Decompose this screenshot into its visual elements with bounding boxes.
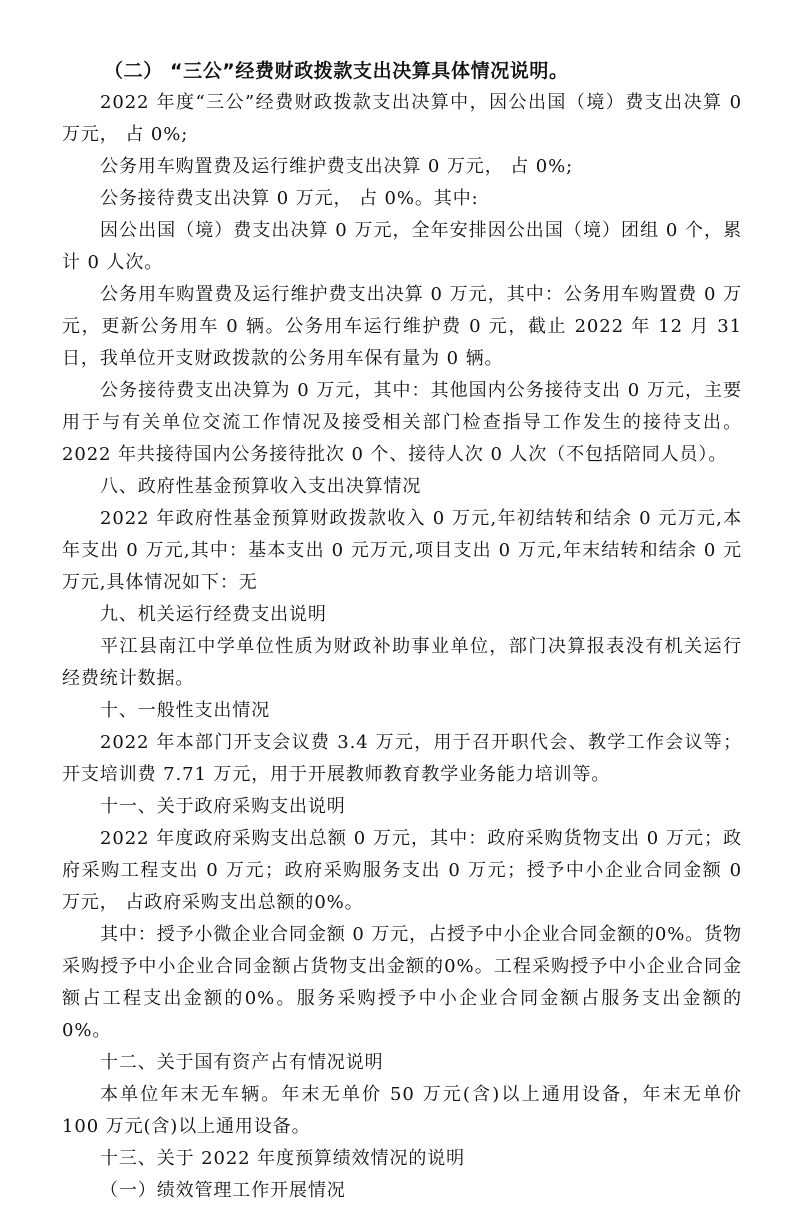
paragraph-overseas-travel: 因公出国（境）费支出决算 0 万元，全年安排因公出国（境）团组 0 个，累计 0 人次。	[62, 220, 742, 273]
section-8-heading: 八、政府性基金预算收入支出决算情况	[100, 476, 422, 497]
paragraph-vehicle-summary: 公务用车购置费及运行维护费支出决算 0 万元， 占 0%;	[100, 156, 574, 177]
document-body	[62, 55, 742, 1207]
section-heading: （二） “三公”经费财政拨款支出决算具体情况说明。	[104, 60, 569, 82]
paragraph-procurement-total: 2022 年度政府采购支出总额 0 万元，其中：政府采购货物支出 0 万元；政府采购工程支出 0 万元；政府采购服务支出 0 万元；授予中小企业合同金额 0 万元， 占政府采购支出总额的0%。	[62, 828, 742, 913]
section-13-heading: 十三、关于 2022 年度预算绩效情况的说明	[100, 1148, 466, 1169]
section-9-heading: 九、机关运行经费支出说明	[100, 604, 327, 625]
section-12-heading: 十二、关于国有资产占有情况说明	[100, 1052, 384, 1073]
section-10-heading: 十、一般性支出情况	[100, 700, 271, 721]
paragraph-state-assets: 本单位年末无车辆。年末无单价 50 万元(含)以上通用设备，年末无单价 100 万元(含)以上通用设备。	[62, 1084, 742, 1137]
paragraph-procurement-sme: 其中：授予小微企业合同金额 0 万元，占授予中小企业合同金额的0%。货物采购授予中小企业合同金额占货物支出金额的0%。工程采购授予中小企业合同金额占工程支出金额的0%。服务采购授予中小企业合同金额占服务支出金额的0%。	[62, 924, 742, 1041]
paragraph-reception-summary: 公务接待费支出决算 0 万元， 占 0%。其中:	[100, 188, 479, 209]
paragraph-government-fund: 2022 年政府性基金预算财政拨款收入 0 万元,年初结转和结余 0 元万元,本年支出 0 万元,其中：基本支出 0 元万元,项目支出 0 万元,年末结转和结余 0 元万元,具体情况如下：无	[62, 508, 742, 593]
subsection-heading: （一）绩效管理工作开展情况	[100, 1180, 346, 1201]
paragraph-three-public-summary: 2022 年度“三公”经费财政拨款支出决算中，因公出国（境）费支出决算 0 万元， 占 0%;	[62, 92, 742, 145]
paragraph-vehicle-detail: 公务用车购置费及运行维护费支出决算 0 万元，其中：公务用车购置费 0 万元，更新公务用车 0 辆。公务用车运行维护费 0 元，截止 2022 年 12 月 31 日，我单位开支财政拨款的公务用车保有量为 0 辆。	[62, 284, 742, 369]
section-11-heading: 十一、关于政府采购支出说明	[100, 796, 346, 817]
paragraph-operating-expenses: 平江县南江中学单位性质为财政补助事业单位，部门决算报表没有机关运行经费统计数据。	[62, 636, 742, 689]
paragraph-general-expenses: 2022 年本部门开支会议费 3.4 万元，用于召开职代会、教学工作会议等；开支培训费 7.71 万元，用于开展教师教育教学业务能力培训等。	[62, 732, 742, 785]
paragraph-reception-detail: 公务接待费支出决算为 0 万元，其中：其他国内公务接待支出 0 万元，主要用于与有关单位交流工作情况及接受相关部门检查指导工作发生的接待支出。2022 年共接待国内公务接待批次 0 个、接待人次 0 人次（不包括陪同人员）。	[62, 380, 742, 465]
